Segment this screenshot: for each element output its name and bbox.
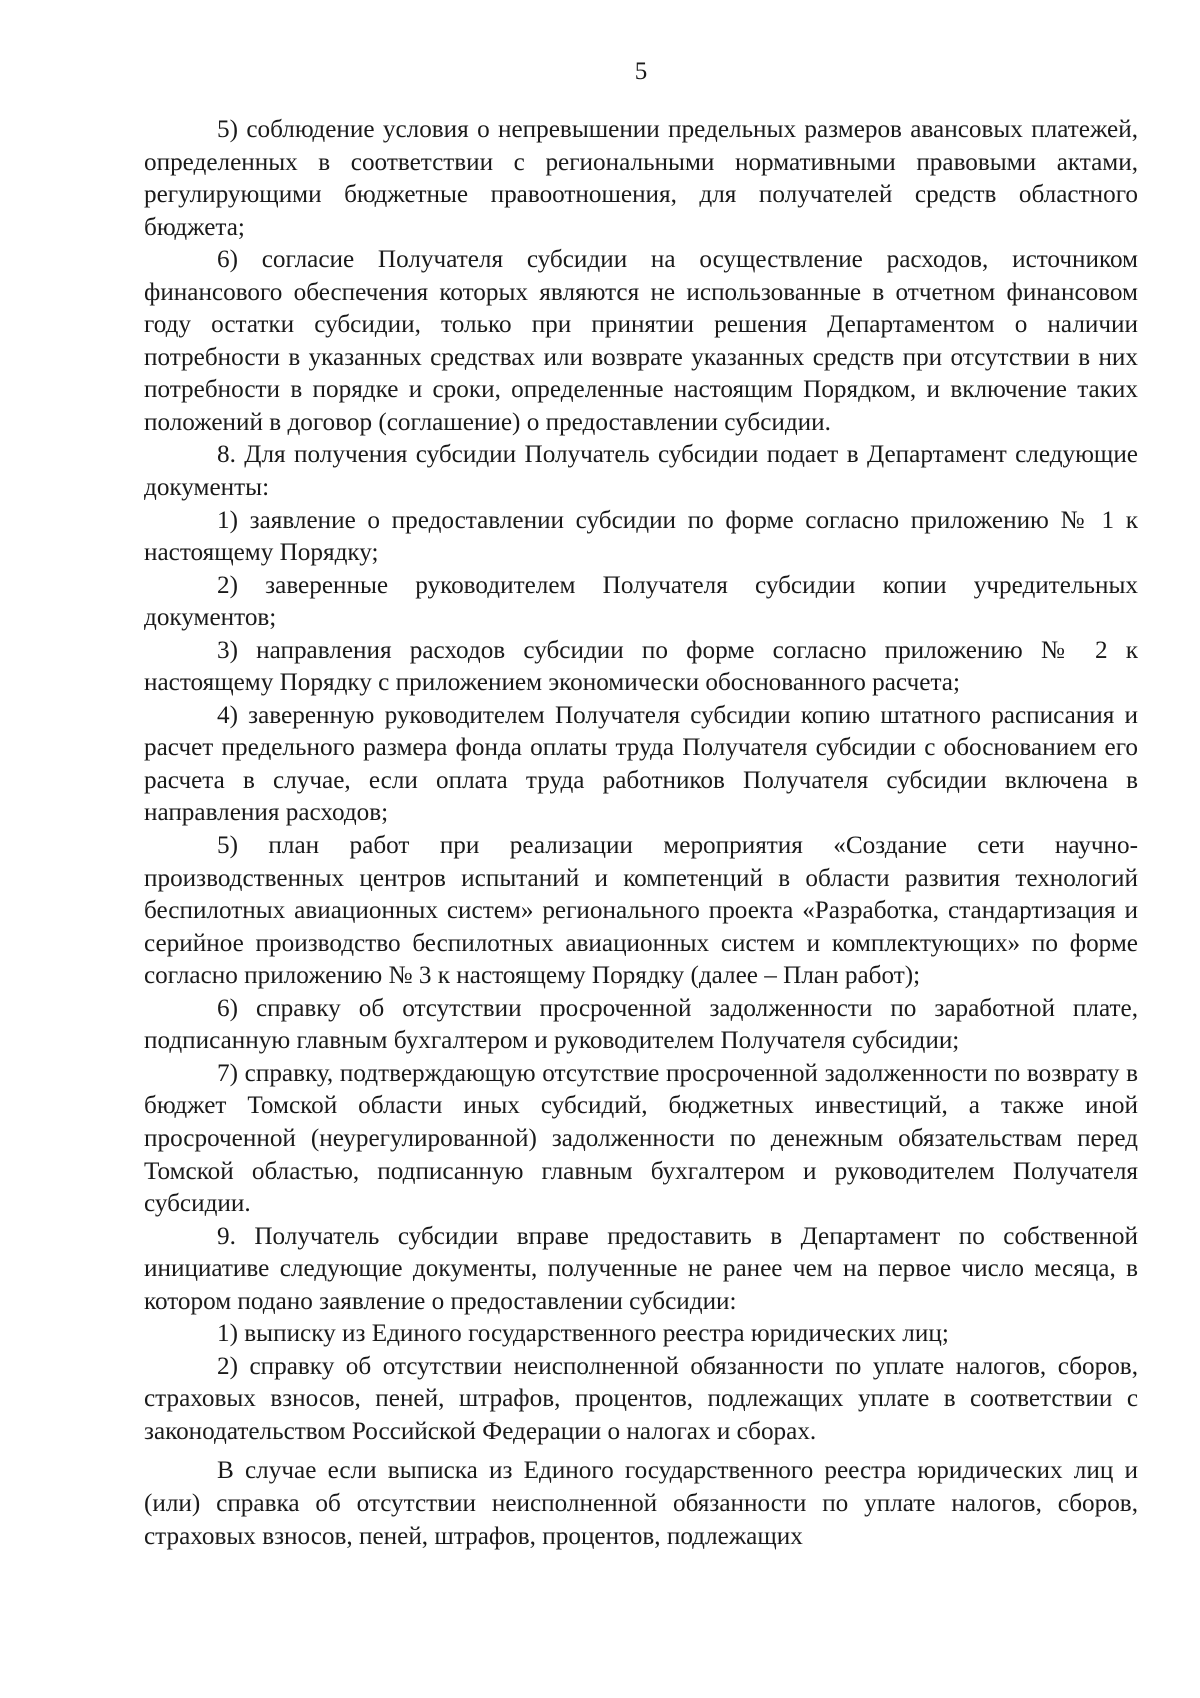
paragraph-clause-8-item-7: 7) справку, подтверждающую отсутствие просроченной задолженности по возврату в бюджет Томской области иных субсидий, бюджетных инвестиций, а также иной просроченной (неурегулированной) задолженности по денежным обязательствам перед Томской областью, подписанную главным бухгалтером и руководителем Получателя субсидии.	[144, 1059, 1138, 1218]
paragraph-clause-8-item-6: 6) справку об отсутствии просроченной задолженности по заработной плате, подписанную главным бухгалтером и руководителем Получателя субсидии;	[144, 994, 1138, 1055]
page-number: 5	[634, 58, 648, 85]
paragraph-item-5: 5) соблюдение условия о непревышении предельных размеров авансовых платежей, определенных в соответствии с региональными нормативными правовыми актами, регулирующими бюджетные правоотношения, для получателей средств областного бюджета;	[144, 116, 1138, 241]
paragraph-clause-8-item-4: 4) заверенную руководителем Получателя субсидии копию штатного расписания и расчет предельного размера фонда оплаты труда Получателя субсидии с обоснованием его расчета в случае, если оплата труда работников Получателя субсидии включена в направления расходов;	[144, 701, 1138, 827]
paragraph-clause-8-item-5: 5) план работ при реализации мероприятия «Создание сети научно-производственных центров испытаний и компетенций в области развития технологий беспилотных авиационных систем» регионального проекта «Разработка, стандартизация и серийное производство беспилотных авиационных систем и комплектующих» по форме согласно приложению № 3 к настоящему Порядку (далее – План работ);	[144, 832, 1138, 990]
paragraph-item-6: 6) согласие Получателя субсидии на осуществление расходов, источником финансового обеспечения которых являются не использованные в отчетном финансовом году остатки субсидии, только при принятии решения Департаментом о наличии потребности в указанных средствах или возврате указанных средств при отсутствии в них потребности в порядке и сроки, определенные настоящим Порядком, и включение таких положений в договор (соглашение) о предоставлении субсидии.	[144, 246, 1138, 436]
paragraph-clause-8-item-2: 2) заверенные руководителем Получателя субсидии копии учредительных документов;	[144, 571, 1138, 632]
paragraph-clause-8-item-3: 3) направления расходов субсидии по форме согласно приложению № 2 к настоящему Порядку с приложением экономически обоснованного расчета;	[144, 636, 1138, 697]
paragraph-clause-9-item-2: 2) справку об отсутствии неисполненной обязанности по уплате налогов, сборов, страховых взносов, пеней, штрафов, процентов, подлежащих уплате в соответствии с законодательством Российской Федерации о налогах и сборах.	[144, 1352, 1138, 1445]
paragraph-case-note: В случае если выписка из Единого государственного реестра юридических лиц и (или) справка об отсутствии неисполненной обязанности по уплате налогов, сборов, страховых взносов, пеней, штрафов, процентов, подлежащих	[144, 1457, 1138, 1550]
document-body	[144, 114, 1138, 1553]
paragraph-clause-9: 9. Получатель субсидии вправе предоставить в Департамент по собственной инициативе следующие документы, полученные не ранее чем на первое число месяца, в котором подано заявление о предоставлении субсидии:	[144, 1222, 1138, 1315]
paragraph-clause-9-item-1: 1) выписку из Единого государственного реестра юридических лиц;	[217, 1320, 949, 1348]
paragraph-clause-8: 8. Для получения субсидии Получатель субсидии подает в Департамент следующие документы:	[144, 441, 1138, 502]
paragraph-clause-8-item-1: 1) заявление о предоставлении субсидии по форме согласно приложению № 1 к настоящему Порядку;	[144, 506, 1138, 567]
